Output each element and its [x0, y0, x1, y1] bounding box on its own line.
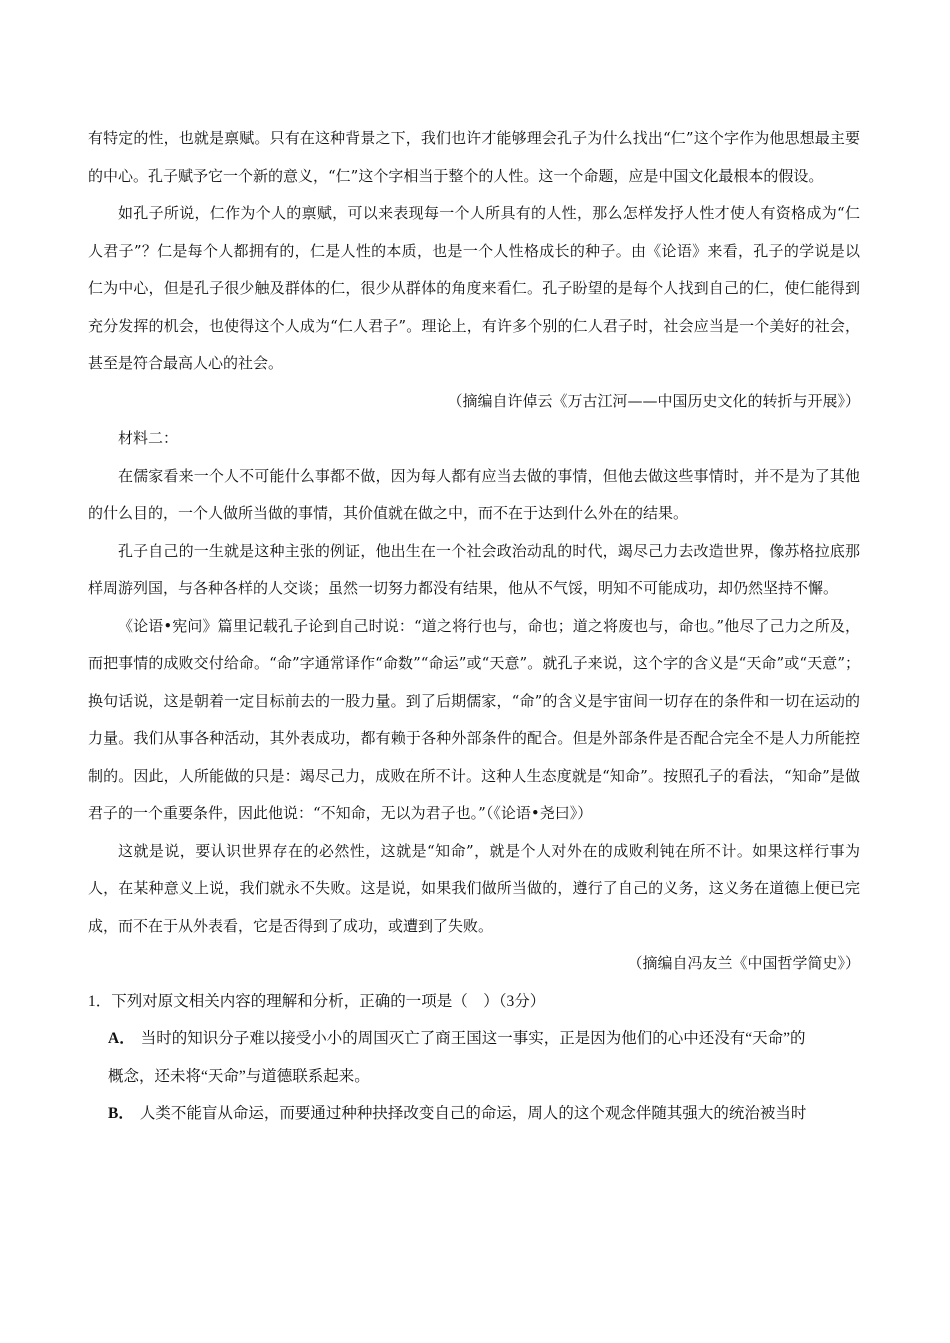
material2-source: （摘编自冯友兰《中国哲学简史》） — [627, 954, 860, 972]
material1-paragraph-1: 有特定的性，也就是禀赋。只有在这种背景之下，我们也许才能够理会孔子为什么找出“仁”这个字作为他思想最主要的中心。孔子赋予它一个新的意义，“仁”这个字相当于整个的人性。这一个命题，应是中国文化最根本的假设。 — [88, 129, 860, 185]
material2-paragraph-2: 孔子自己的一生就是这种主张的例证，他出生在一个社会政治动乱的时代，竭尽己力去改造世界，像苏格拉底那样周游列国，与各种各样的人交谈；虽然一切努力都没有结果，他从不气馁，明知不可能成功，却仍然坚持不懈。 — [88, 541, 860, 597]
option-a-label: A． — [108, 1030, 135, 1047]
option-a-line-2: 概念，还未将“天命”与道德联系起来。 — [108, 1067, 370, 1085]
option-a-continued — [88, 1058, 860, 1096]
material1-source: （摘编自许倬云《万古江河——中国历史文化的转折与开展》） — [447, 391, 860, 410]
option-b-label: B． — [108, 1105, 134, 1122]
question-stem-text: 下列对原文相关内容的理解和分析，正确的一项是（ ）（3分） — [111, 992, 546, 1010]
question-1-stem — [88, 983, 860, 1021]
option-b-line-1: 人类不能盲从命运，而要通过种种抉择改变自己的命运，周人的这个观念伴随其强大的统治被当时 — [139, 1105, 807, 1122]
material1-paragraph-2: 如孔子所说，仁作为个人的禀赋，可以来表现每一个人所具有的人性，那么怎样发抒人性才使人有资格成为“仁人君子”？仁是每个人都拥有的，仁是人性的本质，也是一个人性格成长的种子。由《论语》来看，孔子的学说是以仁为中心，但是孔子很少触及群体的仁，很少从群体的角度来看仁。孔子盼望的是每个人找到自己的仁，使仁能得到充分发挥的机会，也使得这个人成为“仁人君子”。理论上，有许多个别的仁人君子时，社会应当是一个美好的社会，甚至是符合最高人心的社会。 — [88, 204, 860, 372]
question-number: 1． — [88, 992, 112, 1010]
material2-heading: 材料二： — [118, 429, 179, 447]
option-a-line-1: 当时的知识分子难以接受小小的周国灭亡了商王国这一事实，正是因为他们的心中还没有“天命”的 — [140, 1030, 806, 1047]
material2-paragraph-4: 这就是说，要认识世界存在的必然性，这就是“知命”，就是个人对外在的成败利钝在所不计。如果这样行事为人，在某种意义上说，我们就永不失败。这是说，如果我们做所当做的，遵行了自己的义务，这义务在道德上便已完成，而不在于从外表看，它是否得到了成功，或遭到了失败。 — [88, 841, 860, 935]
option-b[interactable] — [88, 1095, 860, 1133]
option-a[interactable] — [88, 1020, 860, 1058]
material2-paragraph-1: 在儒家看来一个人不可能什么事都不做，因为每人都有应当去做的事情，但他去做这些事情时，并不是为了其他的什么目的，一个人做所当做的事情，其价值就在做之中，而不在于达到什么外在的结果。 — [88, 466, 860, 522]
document-page — [88, 120, 860, 1133]
material2-paragraph-3: 《论语•宪问》篇里记载孔子论到自己时说：“道之将行也与，命也；道之将废也与，命也。”他尽了己力之所及，而把事情的成败交付给命。“命”字通常译作“命数”“命运”或“天意”。就孔子来说，这个字的含义是“天命”或“天意”；换句话说，这是朝着一定目标前去的一股力量。到了后期儒家，“命”的含义是宇宙间一切存在的条件和一切在运动的力量。我们从事各种活动，其外表成功，都有赖于各种外部条件的配合。但是外部条件是否配合完全不是人力所能控制的。因此，人所能做的只是：竭尽己力，成败在所不计。这种人生态度就是“知命”。按照孔子的看法，“知命”是做君子的一个重要条件，因此他说：“不知命，无以为君子也。”（《论语•尧曰》） — [88, 616, 860, 822]
